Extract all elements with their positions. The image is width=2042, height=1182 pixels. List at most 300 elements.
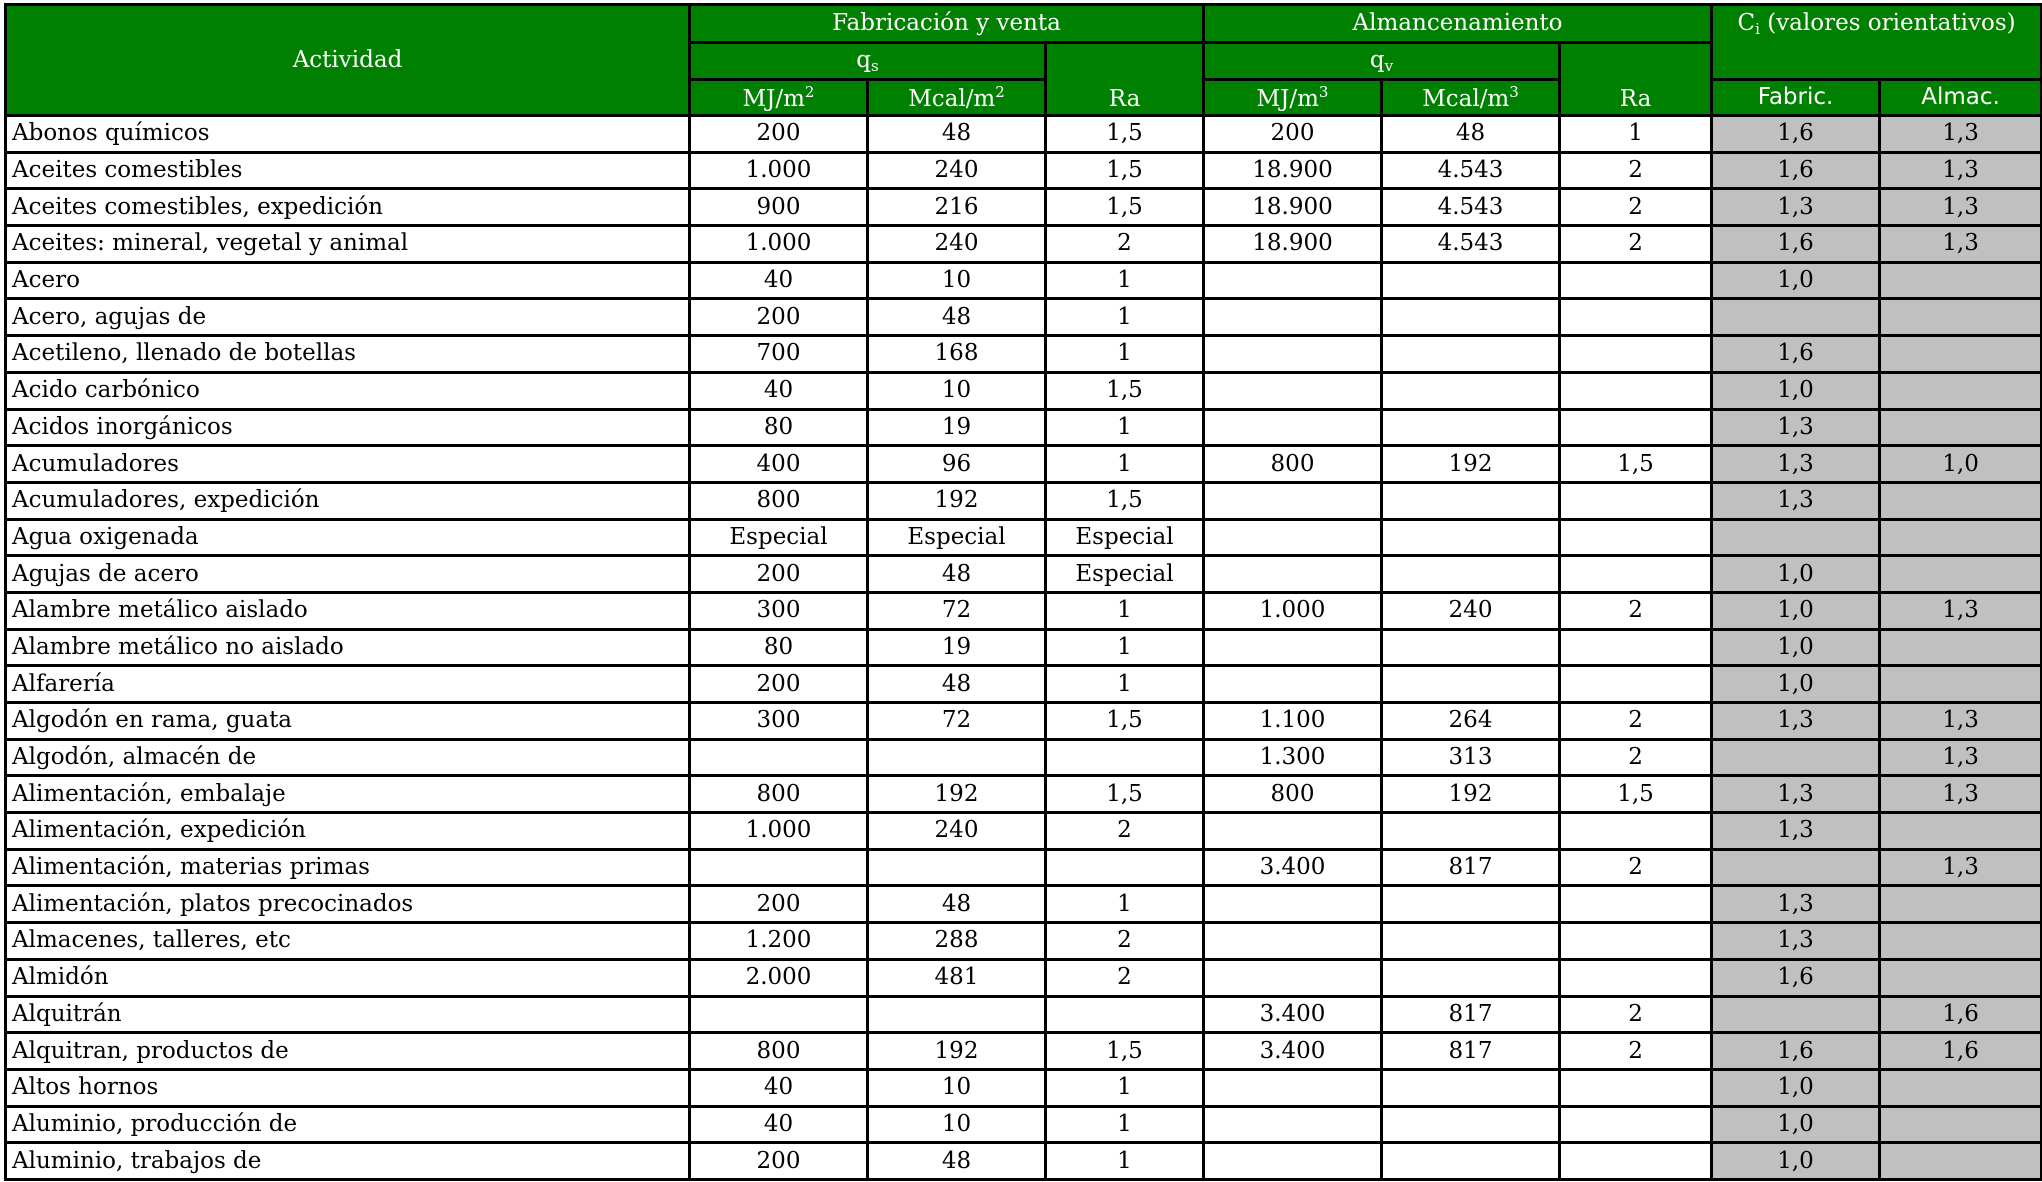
cell-fab-mcal-m2: 240 xyxy=(868,813,1046,850)
cell-alm-mj-m3: 3.400 xyxy=(1204,996,1382,1033)
cell-alm-mj-m3 xyxy=(1204,886,1382,923)
cell-alm-mcal-m3 xyxy=(1382,1106,1560,1143)
cell-fab-mj-m2: 80 xyxy=(690,409,868,446)
cell-fab-mj-m2: 2.000 xyxy=(690,959,868,996)
cell-fab-mcal-m2: 192 xyxy=(868,1033,1046,1070)
cell-ci-almac xyxy=(1880,959,2042,996)
table-row xyxy=(6,629,2042,666)
cell-fab-ra: 1 xyxy=(1046,446,1204,483)
header-ci: $C_i$ (valores orientativos) xyxy=(1712,5,2042,80)
cell-fab-mcal-m2 xyxy=(868,996,1046,1033)
cell-fab-mj-m2: 40 xyxy=(690,372,868,409)
cell-fab-ra: Especial xyxy=(1046,519,1204,556)
table-row xyxy=(6,336,2042,373)
cell-fab-mcal-m2: 96 xyxy=(868,446,1046,483)
table-row xyxy=(6,116,2042,153)
cell-alm-mcal-m3 xyxy=(1382,666,1560,703)
table-row xyxy=(6,959,2042,996)
cell-fab-ra: 1,5 xyxy=(1046,482,1204,519)
cell-fab-ra: 1,5 xyxy=(1046,116,1204,153)
cell-fab-mcal-m2: 48 xyxy=(868,556,1046,593)
cell-fab-mj-m2: 200 xyxy=(690,1143,868,1180)
cell-ci-almac xyxy=(1880,409,2042,446)
cell-fab-mj-m2: 800 xyxy=(690,776,868,813)
cell-alm-ra xyxy=(1560,629,1712,666)
cell-alm-mj-m3: 18.900 xyxy=(1204,189,1382,226)
cell-alm-ra: 2 xyxy=(1560,996,1712,1033)
table-row xyxy=(6,886,2042,923)
cell-alm-mj-m3 xyxy=(1204,519,1382,556)
cell-fab-ra: 2 xyxy=(1046,813,1204,850)
cell-fab-mcal-m2 xyxy=(868,849,1046,886)
cell-alm-mj-m3 xyxy=(1204,336,1382,373)
table-row xyxy=(6,372,2042,409)
table-row xyxy=(6,262,2042,299)
cell-fab-mcal-m2: 48 xyxy=(868,116,1046,153)
cell-ci-almac: 1,0 xyxy=(1880,446,2042,483)
table-row xyxy=(6,556,2042,593)
cell-alm-ra: 2 xyxy=(1560,849,1712,886)
cell-ci-almac xyxy=(1880,813,2042,850)
cell-ci-fabric: 1,0 xyxy=(1712,1106,1880,1143)
cell-ci-fabric: 1,6 xyxy=(1712,1033,1880,1070)
header-mj-m3: $MJ/m^3$ xyxy=(1204,80,1382,116)
cell-alm-mcal-m3 xyxy=(1382,482,1560,519)
cell-alm-mcal-m3: 4.543 xyxy=(1382,189,1560,226)
cell-fab-ra: 1 xyxy=(1046,409,1204,446)
cell-alm-mj-m3 xyxy=(1204,666,1382,703)
cell-alm-mj-m3: 800 xyxy=(1204,446,1382,483)
cell-fab-ra: 1 xyxy=(1046,299,1204,336)
cell-fab-ra: 1 xyxy=(1046,1069,1204,1106)
cell-ci-almac: 1,3 xyxy=(1880,152,2042,189)
cell-fab-ra xyxy=(1046,739,1204,776)
cell-fab-mj-m2 xyxy=(690,739,868,776)
cell-ci-almac: 1,3 xyxy=(1880,703,2042,740)
cell-fab-mj-m2: 1.000 xyxy=(690,226,868,263)
cell-fab-mj-m2: 700 xyxy=(690,336,868,373)
cell-ci-fabric: 1,0 xyxy=(1712,666,1880,703)
cell-alm-mcal-m3: 817 xyxy=(1382,849,1560,886)
cell-alm-mcal-m3 xyxy=(1382,556,1560,593)
cell-fab-ra xyxy=(1046,849,1204,886)
cell-actividad: Abonos químicos xyxy=(6,116,690,153)
cell-ci-fabric: 1,3 xyxy=(1712,189,1880,226)
cell-fab-mcal-m2: 240 xyxy=(868,152,1046,189)
cell-fab-mj-m2: 80 xyxy=(690,629,868,666)
header-fabricacion-venta: Fabricación y venta xyxy=(690,5,1204,43)
cell-fab-mcal-m2: 216 xyxy=(868,189,1046,226)
cell-fab-mj-m2: 1.000 xyxy=(690,813,868,850)
cell-ci-fabric: 1,0 xyxy=(1712,1069,1880,1106)
cell-alm-mcal-m3: 192 xyxy=(1382,776,1560,813)
cell-ci-almac xyxy=(1880,372,2042,409)
cell-alm-ra: 2 xyxy=(1560,703,1712,740)
cell-alm-ra: 2 xyxy=(1560,739,1712,776)
cell-alm-mcal-m3: 240 xyxy=(1382,592,1560,629)
cell-ci-almac xyxy=(1880,666,2042,703)
table-row xyxy=(6,1033,2042,1070)
cell-fab-ra: 1,5 xyxy=(1046,189,1204,226)
table-row xyxy=(6,299,2042,336)
cell-ci-fabric: 1,3 xyxy=(1712,813,1880,850)
cell-actividad: Aceites comestibles, expedición xyxy=(6,189,690,226)
cell-alm-ra: 1 xyxy=(1560,116,1712,153)
cell-alm-mj-m3: 18.900 xyxy=(1204,152,1382,189)
cell-alm-mcal-m3 xyxy=(1382,629,1560,666)
cell-alm-mcal-m3 xyxy=(1382,923,1560,960)
cell-alm-ra xyxy=(1560,813,1712,850)
cell-ci-fabric xyxy=(1712,739,1880,776)
cell-ci-fabric: 1,6 xyxy=(1712,116,1880,153)
cell-alm-ra xyxy=(1560,1143,1712,1180)
cell-fab-mcal-m2: 72 xyxy=(868,703,1046,740)
cell-ci-fabric: 1,0 xyxy=(1712,629,1880,666)
cell-actividad: Aluminio, trabajos de xyxy=(6,1143,690,1180)
cell-alm-mcal-m3: 4.543 xyxy=(1382,226,1560,263)
cell-fab-mcal-m2: Especial xyxy=(868,519,1046,556)
cell-ci-almac: 1,3 xyxy=(1880,849,2042,886)
cell-ci-fabric: 1,0 xyxy=(1712,556,1880,593)
cell-alm-mj-m3: 200 xyxy=(1204,116,1382,153)
cell-actividad: Aceites: mineral, vegetal y animal xyxy=(6,226,690,263)
carga-fuego-table xyxy=(4,3,2042,1181)
cell-alm-mcal-m3: 817 xyxy=(1382,1033,1560,1070)
table-row xyxy=(6,409,2042,446)
header-ra-almacenamiento: Ra xyxy=(1560,43,1712,116)
cell-alm-mj-m3 xyxy=(1204,409,1382,446)
cell-fab-mj-m2: 900 xyxy=(690,189,868,226)
header-qs: $q_s$ xyxy=(690,43,1046,80)
cell-fab-mcal-m2: 192 xyxy=(868,482,1046,519)
cell-fab-mj-m2: 1.200 xyxy=(690,923,868,960)
cell-alm-ra: 2 xyxy=(1560,189,1712,226)
cell-ci-almac xyxy=(1880,556,2042,593)
cell-ci-fabric xyxy=(1712,849,1880,886)
cell-fab-mj-m2 xyxy=(690,996,868,1033)
cell-alm-mcal-m3 xyxy=(1382,336,1560,373)
table-row xyxy=(6,666,2042,703)
cell-alm-mj-m3 xyxy=(1204,482,1382,519)
table-row xyxy=(6,482,2042,519)
cell-actividad: Alimentación, expedición xyxy=(6,813,690,850)
cell-alm-mj-m3 xyxy=(1204,923,1382,960)
cell-alm-mj-m3 xyxy=(1204,1106,1382,1143)
table-row xyxy=(6,739,2042,776)
cell-actividad: Acumuladores xyxy=(6,446,690,483)
cell-alm-mj-m3 xyxy=(1204,299,1382,336)
cell-alm-ra: 2 xyxy=(1560,1033,1712,1070)
cell-fab-mcal-m2: 10 xyxy=(868,1069,1046,1106)
cell-actividad: Agua oxigenada xyxy=(6,519,690,556)
cell-fab-mj-m2: 300 xyxy=(690,592,868,629)
cell-alm-ra: 1,5 xyxy=(1560,446,1712,483)
cell-alm-mj-m3 xyxy=(1204,372,1382,409)
cell-alm-mj-m3: 800 xyxy=(1204,776,1382,813)
table-row xyxy=(6,703,2042,740)
cell-fab-mcal-m2: 10 xyxy=(868,1106,1046,1143)
cell-alm-mcal-m3 xyxy=(1382,959,1560,996)
cell-fab-ra: 1 xyxy=(1046,336,1204,373)
cell-actividad: Aceites comestibles xyxy=(6,152,690,189)
table-row xyxy=(6,1106,2042,1143)
cell-actividad: Almacenes, talleres, etc xyxy=(6,923,690,960)
cell-alm-mcal-m3: 4.543 xyxy=(1382,152,1560,189)
header-mj-m2: $MJ/m^2$ xyxy=(690,80,868,116)
cell-alm-ra xyxy=(1560,666,1712,703)
cell-fab-mj-m2: 40 xyxy=(690,1069,868,1106)
cell-alm-ra: 2 xyxy=(1560,226,1712,263)
cell-alm-mcal-m3: 817 xyxy=(1382,996,1560,1033)
header-qv: $q_v$ xyxy=(1204,43,1560,80)
cell-fab-mcal-m2: 10 xyxy=(868,372,1046,409)
cell-ci-almac xyxy=(1880,262,2042,299)
cell-fab-ra: 1 xyxy=(1046,1143,1204,1180)
cell-alm-mcal-m3 xyxy=(1382,262,1560,299)
table-row xyxy=(6,189,2042,226)
table-row xyxy=(6,996,2042,1033)
cell-actividad: Acetileno, llenado de botellas xyxy=(6,336,690,373)
cell-ci-fabric: 1,3 xyxy=(1712,409,1880,446)
cell-fab-mcal-m2: 192 xyxy=(868,776,1046,813)
cell-fab-ra: 2 xyxy=(1046,226,1204,263)
cell-alm-mj-m3 xyxy=(1204,1143,1382,1180)
cell-ci-fabric: 1,6 xyxy=(1712,336,1880,373)
cell-alm-mcal-m3 xyxy=(1382,409,1560,446)
cell-alm-ra xyxy=(1560,1106,1712,1143)
cell-actividad: Acero, agujas de xyxy=(6,299,690,336)
cell-ci-fabric: 1,0 xyxy=(1712,262,1880,299)
cell-alm-mcal-m3: 313 xyxy=(1382,739,1560,776)
cell-fab-mj-m2: 200 xyxy=(690,666,868,703)
cell-fab-ra: 1 xyxy=(1046,1106,1204,1143)
header-almac: Almac. xyxy=(1880,80,2042,116)
cell-actividad: Altos hornos xyxy=(6,1069,690,1106)
cell-fab-mj-m2: 300 xyxy=(690,703,868,740)
cell-fab-ra: 2 xyxy=(1046,959,1204,996)
cell-fab-mj-m2: 200 xyxy=(690,116,868,153)
cell-ci-fabric: 1,3 xyxy=(1712,776,1880,813)
table-body xyxy=(6,116,2042,1180)
cell-ci-fabric: 1,0 xyxy=(1712,592,1880,629)
cell-alm-ra xyxy=(1560,262,1712,299)
cell-alm-ra xyxy=(1560,886,1712,923)
cell-ci-almac: 1,3 xyxy=(1880,116,2042,153)
cell-alm-ra xyxy=(1560,923,1712,960)
cell-ci-almac: 1,3 xyxy=(1880,592,2042,629)
cell-fab-mj-m2: 40 xyxy=(690,1106,868,1143)
cell-ci-fabric: 1,0 xyxy=(1712,372,1880,409)
cell-ci-fabric: 1,6 xyxy=(1712,959,1880,996)
cell-alm-mj-m3 xyxy=(1204,1069,1382,1106)
table-row xyxy=(6,226,2042,263)
cell-ci-almac: 1,3 xyxy=(1880,776,2042,813)
cell-fab-ra xyxy=(1046,996,1204,1033)
cell-ci-almac xyxy=(1880,923,2042,960)
cell-alm-ra xyxy=(1560,556,1712,593)
cell-alm-mj-m3: 1.000 xyxy=(1204,592,1382,629)
cell-actividad: Alimentación, materias primas xyxy=(6,849,690,886)
cell-ci-fabric: 1,0 xyxy=(1712,1143,1880,1180)
cell-ci-almac xyxy=(1880,886,2042,923)
cell-ci-fabric: 1,3 xyxy=(1712,446,1880,483)
cell-actividad: Algodón en rama, guata xyxy=(6,703,690,740)
cell-fab-mcal-m2: 240 xyxy=(868,226,1046,263)
table-row xyxy=(6,849,2042,886)
cell-ci-almac xyxy=(1880,1143,2042,1180)
cell-fab-mj-m2: 400 xyxy=(690,446,868,483)
cell-alm-mj-m3 xyxy=(1204,629,1382,666)
cell-fab-mcal-m2 xyxy=(868,739,1046,776)
cell-alm-mj-m3: 3.400 xyxy=(1204,849,1382,886)
cell-ci-almac xyxy=(1880,519,2042,556)
table-row xyxy=(6,813,2042,850)
cell-fab-ra: 1 xyxy=(1046,886,1204,923)
cell-ci-almac: 1,6 xyxy=(1880,1033,2042,1070)
table-row xyxy=(6,592,2042,629)
cell-fab-mj-m2: 1.000 xyxy=(690,152,868,189)
cell-alm-mj-m3: 1.300 xyxy=(1204,739,1382,776)
cell-actividad: Aluminio, producción de xyxy=(6,1106,690,1143)
cell-alm-mcal-m3 xyxy=(1382,1143,1560,1180)
cell-actividad: Alambre metálico no aislado xyxy=(6,629,690,666)
cell-actividad: Acumuladores, expedición xyxy=(6,482,690,519)
cell-fab-mcal-m2: 19 xyxy=(868,409,1046,446)
cell-alm-mcal-m3 xyxy=(1382,886,1560,923)
cell-actividad: Acero xyxy=(6,262,690,299)
table-row xyxy=(6,923,2042,960)
cell-actividad: Alambre metálico aislado xyxy=(6,592,690,629)
header-mcal-m2: Mcal/$m^2$ xyxy=(868,80,1046,116)
cell-fab-mcal-m2: 10 xyxy=(868,262,1046,299)
cell-actividad: Alfarería xyxy=(6,666,690,703)
cell-ci-fabric: 1,3 xyxy=(1712,482,1880,519)
cell-ci-almac: 1,3 xyxy=(1880,189,2042,226)
table-row xyxy=(6,776,2042,813)
cell-ci-almac xyxy=(1880,482,2042,519)
cell-fab-mcal-m2: 48 xyxy=(868,299,1046,336)
cell-fab-ra: 1 xyxy=(1046,666,1204,703)
cell-alm-ra xyxy=(1560,519,1712,556)
cell-alm-mj-m3: 1.100 xyxy=(1204,703,1382,740)
cell-ci-almac xyxy=(1880,336,2042,373)
cell-alm-ra xyxy=(1560,336,1712,373)
cell-ci-fabric xyxy=(1712,519,1880,556)
cell-alm-mcal-m3 xyxy=(1382,813,1560,850)
cell-alm-mcal-m3 xyxy=(1382,519,1560,556)
table-row xyxy=(6,1069,2042,1106)
cell-ci-fabric: 1,6 xyxy=(1712,152,1880,189)
cell-alm-ra xyxy=(1560,959,1712,996)
cell-fab-ra: 1 xyxy=(1046,629,1204,666)
cell-fab-mj-m2: 40 xyxy=(690,262,868,299)
cell-alm-mcal-m3: 192 xyxy=(1382,446,1560,483)
cell-alm-mcal-m3: 48 xyxy=(1382,116,1560,153)
cell-actividad: Acidos inorgánicos xyxy=(6,409,690,446)
cell-fab-ra: 2 xyxy=(1046,923,1204,960)
cell-actividad: Acido carbónico xyxy=(6,372,690,409)
cell-alm-mj-m3 xyxy=(1204,262,1382,299)
cell-ci-almac: 1,3 xyxy=(1880,226,2042,263)
cell-alm-ra xyxy=(1560,482,1712,519)
cell-ci-almac: 1,6 xyxy=(1880,996,2042,1033)
cell-alm-ra xyxy=(1560,1069,1712,1106)
cell-alm-mj-m3 xyxy=(1204,813,1382,850)
header-fabric: Fabric. xyxy=(1712,80,1880,116)
header-almacenamiento: Almancenamiento xyxy=(1204,5,1712,43)
cell-ci-almac xyxy=(1880,1106,2042,1143)
cell-fab-mj-m2: Especial xyxy=(690,519,868,556)
cell-alm-ra: 2 xyxy=(1560,152,1712,189)
cell-ci-almac xyxy=(1880,629,2042,666)
cell-ci-almac xyxy=(1880,299,2042,336)
cell-fab-mcal-m2: 168 xyxy=(868,336,1046,373)
cell-actividad: Alimentación, embalaje xyxy=(6,776,690,813)
cell-ci-fabric: 1,3 xyxy=(1712,886,1880,923)
header-ra-fabricacion: Ra xyxy=(1046,43,1204,116)
cell-fab-mcal-m2: 19 xyxy=(868,629,1046,666)
cell-fab-mcal-m2: 481 xyxy=(868,959,1046,996)
cell-fab-mj-m2 xyxy=(690,849,868,886)
cell-actividad: Algodón, almacén de xyxy=(6,739,690,776)
cell-ci-fabric xyxy=(1712,299,1880,336)
cell-fab-mj-m2: 800 xyxy=(690,482,868,519)
cell-fab-mj-m2: 200 xyxy=(690,556,868,593)
cell-fab-ra: 1,5 xyxy=(1046,1033,1204,1070)
cell-alm-mcal-m3 xyxy=(1382,299,1560,336)
cell-alm-mcal-m3 xyxy=(1382,1069,1560,1106)
cell-fab-ra: 1,5 xyxy=(1046,372,1204,409)
cell-alm-mj-m3 xyxy=(1204,556,1382,593)
cell-alm-ra xyxy=(1560,299,1712,336)
cell-fab-mcal-m2: 48 xyxy=(868,666,1046,703)
cell-ci-fabric: 1,3 xyxy=(1712,703,1880,740)
cell-ci-fabric xyxy=(1712,996,1880,1033)
cell-actividad: Alquitrán xyxy=(6,996,690,1033)
cell-alm-ra: 2 xyxy=(1560,592,1712,629)
cell-alm-mcal-m3: 264 xyxy=(1382,703,1560,740)
cell-alm-ra xyxy=(1560,409,1712,446)
cell-alm-ra xyxy=(1560,372,1712,409)
cell-ci-fabric: 1,6 xyxy=(1712,226,1880,263)
cell-actividad: Alimentación, platos precocinados xyxy=(6,886,690,923)
cell-fab-mcal-m2: 288 xyxy=(868,923,1046,960)
cell-fab-ra: 1 xyxy=(1046,262,1204,299)
cell-fab-ra: 1,5 xyxy=(1046,152,1204,189)
cell-fab-ra: Especial xyxy=(1046,556,1204,593)
cell-fab-mj-m2: 800 xyxy=(690,1033,868,1070)
cell-fab-mcal-m2: 48 xyxy=(868,1143,1046,1180)
cell-alm-mj-m3 xyxy=(1204,959,1382,996)
cell-ci-fabric: 1,3 xyxy=(1712,923,1880,960)
cell-alm-ra: 1,5 xyxy=(1560,776,1712,813)
cell-fab-mcal-m2: 72 xyxy=(868,592,1046,629)
cell-fab-mj-m2: 200 xyxy=(690,299,868,336)
cell-fab-mcal-m2: 48 xyxy=(868,886,1046,923)
cell-ci-almac: 1,3 xyxy=(1880,739,2042,776)
cell-fab-ra: 1,5 xyxy=(1046,703,1204,740)
table-row xyxy=(6,446,2042,483)
table-row xyxy=(6,1143,2042,1180)
header-mcal-m3: Mcal/$m^3$ xyxy=(1382,80,1560,116)
header-actividad: Actividad xyxy=(6,5,690,116)
table-row xyxy=(6,152,2042,189)
cell-alm-mj-m3: 3.400 xyxy=(1204,1033,1382,1070)
cell-actividad: Almidón xyxy=(6,959,690,996)
table-row xyxy=(6,519,2042,556)
cell-actividad: Agujas de acero xyxy=(6,556,690,593)
cell-fab-ra: 1,5 xyxy=(1046,776,1204,813)
